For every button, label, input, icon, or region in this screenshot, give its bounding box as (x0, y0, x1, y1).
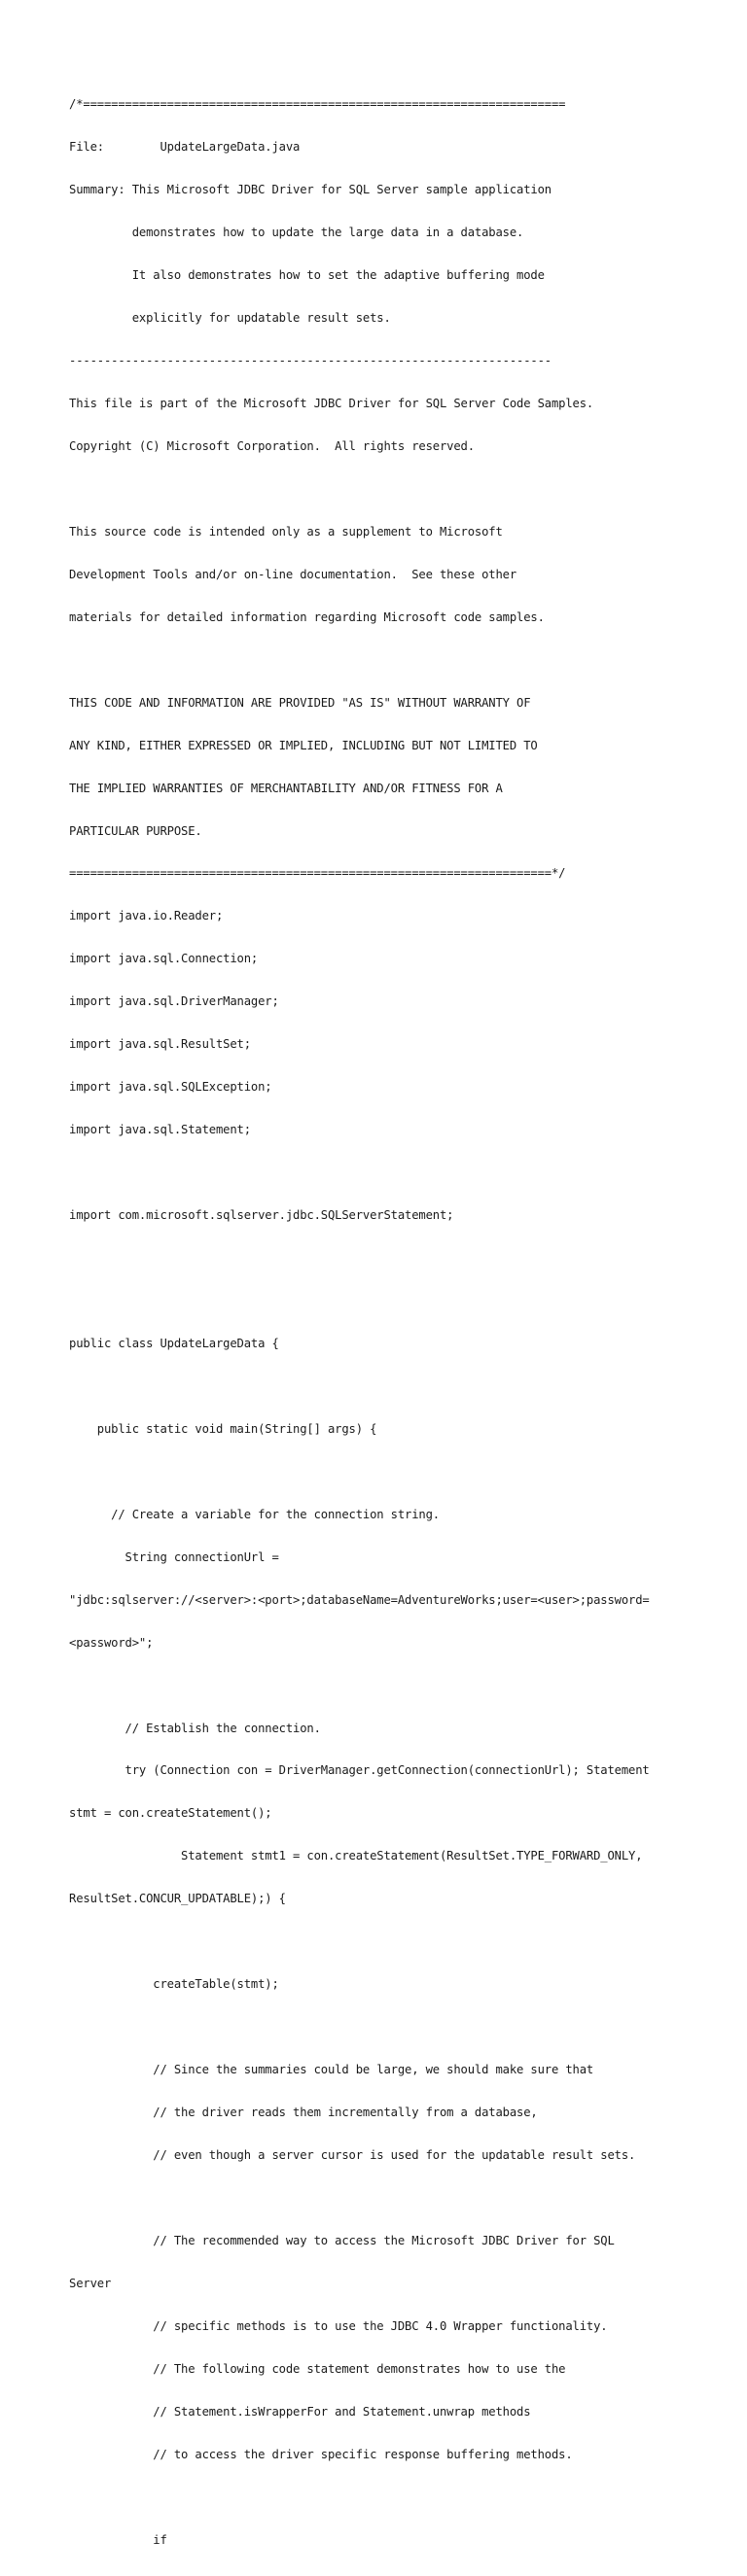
code-line (69, 1679, 692, 1693)
code-line: import java.io.Reader; (69, 909, 224, 923)
code-line: import com.microsoft.sqlserver.jdbc.SQLServerStatement; (69, 1208, 454, 1223)
code-line: PARTICULAR PURPOSE. (69, 823, 202, 838)
code-line: import java.sql.Connection; (69, 952, 259, 966)
code-line: File: UpdateLargeData.java (69, 140, 301, 155)
code-line: explicitly for updatable result sets. (69, 311, 391, 326)
code-line (69, 1294, 692, 1308)
code-line (69, 653, 692, 668)
code-line: // the driver reads them incrementally from a database, (69, 2106, 538, 2120)
code-line: --------------------------------------------------------------------- (69, 354, 551, 368)
code-line: // specific methods is to use the JDBC 4.0 Wrapper functionality. (69, 2318, 608, 2333)
code-line (69, 2020, 692, 2035)
code-line: import java.sql.DriverManager; (69, 994, 279, 1009)
code-line: This file is part of the Microsoft JDBC Driver for SQL Server Code Samples. (69, 396, 594, 410)
code-line (69, 2490, 692, 2505)
code-line: Summary: This Microsoft JDBC Driver for SQL Server sample application (69, 183, 551, 197)
code-line: ANY KIND, EITHER EXPRESSED OR IMPLIED, INCLUDING BUT NOT LIMITED TO (69, 738, 538, 752)
code-line (69, 1251, 692, 1266)
code-line: Copyright (C) Microsoft Corporation. All rights reserved. (69, 438, 475, 453)
code-line: public static void main(String[] args) { (69, 1421, 377, 1436)
code-line: // The recommended way to access the Microsoft JDBC Driver for SQL (69, 2233, 615, 2247)
code-line: demonstrates how to update the large data in a database. (69, 226, 524, 240)
code-line: THIS CODE AND INFORMATION ARE PROVIDED "AS IS" WITHOUT WARRANTY OF (69, 695, 531, 710)
code-line: createTable(stmt); (69, 1977, 279, 1992)
code-line (69, 1166, 692, 1180)
code-line: THE IMPLIED WARRANTIES OF MERCHANTABILITY AND/OR FITNESS FOR A (69, 781, 503, 795)
code-line: =====================================================================*/ (69, 866, 566, 881)
code-line: Server (69, 2276, 112, 2290)
code-line (69, 482, 692, 497)
code-line (69, 2191, 692, 2206)
code-line: import java.sql.ResultSet; (69, 1037, 251, 1052)
code-line: It also demonstrates how to set the adaptive buffering mode (69, 268, 545, 283)
code-line: Statement stmt1 = con.createStatement(ResultSet.TYPE_FORWARD_ONLY, (69, 1849, 643, 1863)
code-line: materials for detailed information regarding Microsoft code samples. (69, 609, 545, 624)
code-line: String connectionUrl = (69, 1549, 279, 1564)
code-line: try (Connection con = DriverManager.getConnection(connectionUrl); Statement (69, 1763, 650, 1778)
code-line: public class UpdateLargeData { (69, 1336, 279, 1350)
code-line: // even though a server cursor is used for the updatable result sets. (69, 2148, 636, 2163)
code-line: // Statement.isWrapperFor and Statement.unwrap methods (69, 2404, 531, 2419)
code-line: // Establish the connection. (69, 1721, 321, 1735)
code-line: // to access the driver specific response buffering methods. (69, 2447, 573, 2461)
code-line: This source code is intended only as a supplement to Microsoft (69, 524, 503, 539)
code-line: if (69, 2532, 167, 2547)
code-line: stmt = con.createStatement(); (69, 1806, 272, 1821)
code-line: import java.sql.Statement; (69, 1123, 251, 1137)
code-line: // Create a variable for the connection string. (69, 1507, 440, 1521)
code-line (69, 1379, 692, 1394)
code-line: ResultSet.CONCUR_UPDATABLE);) { (69, 1892, 286, 1906)
code-line: <password>"; (69, 1635, 154, 1650)
code-line: // Since the summaries could be large, we should make sure that (69, 2063, 594, 2077)
code-line: "jdbc:sqlserver://<server>:<port>;databaseName=AdventureWorks;user=<user>;password= (69, 1592, 650, 1607)
code-line: import java.sql.SQLException; (69, 1080, 272, 1095)
source-code-listing (69, 69, 692, 2576)
code-line: // The following code statement demonstrates how to use the (69, 2361, 566, 2376)
code-line: Development Tools and/or on-line documentation. See these other (69, 567, 516, 581)
code-line: /*===================================================================== (69, 97, 566, 112)
code-line (69, 1465, 692, 1479)
code-line (69, 1934, 692, 1949)
